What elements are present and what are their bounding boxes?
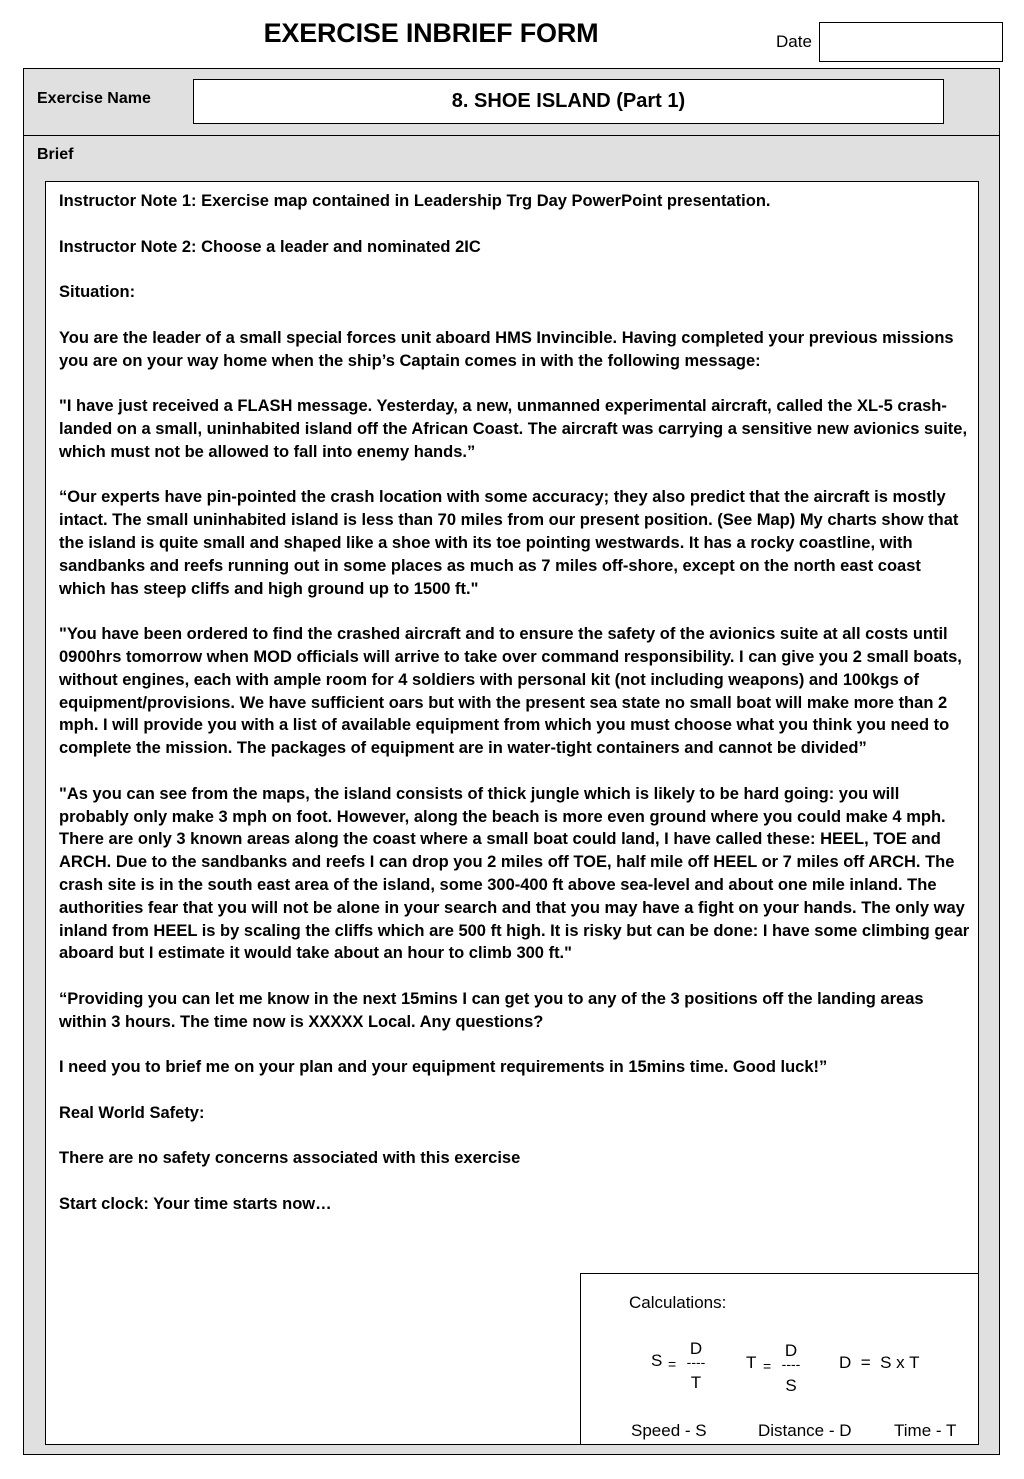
brief-request-paragraph: I need you to brief me on your plan and your equipment requirements in 15mins time. Good luck!” — [59, 1058, 828, 1077]
time-formula-numerator: D — [784, 1341, 798, 1360]
instructor-note-1: Instructor Note 1: Exercise map contained in Leadership Trg Day PowerPoint presentation. — [59, 192, 771, 210]
crash-location-paragraph: “Our experts have pin-pointed the crash location with some accuracy; they also predict that the aircraft is mostly intact. The small uninhabited island is less than 70 miles from our present position. (See Map) My charts show that the island is quite small and shaped like a shoe with its toe pointing westwards. It has a rocky coastline, with sandbanks and reefs running out in some places as much as 7 miles off-shore, except on the north east coast which has steep cliffs and high ground up to 1500 ft." — [59, 488, 959, 598]
speed-formula-numerator: D — [689, 1339, 703, 1358]
terrain-paragraph: "As you can see from the maps, the island consists of thick jungle which is likely to be hard going: you will probably only make 3 mph on foot. However, along the beach is more even ground where you could make 4 mph. There are only 3 known areas along the coast where a small boat could land, I have called these: HEEL, TOE and ARCH. Due to the sandbanks and reefs I can drop you 2 miles off TOE, half mile off HEEL or 7 miles off ARCH. The crash site is in the south east area of the island, some 300-400 ft above sea-level and about one mile inland. The authorities fear that you will not be alone in your search and that you may have a fight on your hands. The only way inland from HEEL is by scaling the cliffs which are 500 ft high. It is risky but can be done: I have some climbing gear aboard but I estimate it would take about an hour to climb 300 ft." — [59, 784, 970, 963]
legend-time: Time - T — [894, 1421, 957, 1440]
legend-distance: Distance - D — [758, 1421, 852, 1440]
brief-label: Brief — [37, 146, 74, 163]
orders-paragraph: "You have been ordered to find the crashed aircraft and to ensure the safety of the avionics suite at all costs until 0900hrs tomorrow when MOD officials will arrive to take over command responsibility. I can give you 2 small boats, without engines, each with ample room for 4 soldiers with personal kit (not including weapons) and 100kgs of equipment/provisions. We have sufficient oars but with the present sea state no small boat will make more than 2 mph. I will provide you with a list of available equipment from which you must choose what you think you need to complete the mission. The packages of equipment are in water-tight containers and cannot be divided” — [59, 625, 962, 758]
situation-heading: Situation: — [59, 283, 136, 302]
distance-formula: D = S x T — [839, 1353, 920, 1372]
timing-paragraph: “Providing you can let me know in the next 15mins I can get you to any of the 3 positions off the landing areas within 3 hours. The time now is XXXXX Local. Any questions? — [59, 989, 924, 1031]
start-clock-statement: Start clock: Your time starts now… — [59, 1195, 332, 1214]
date-label: Date — [776, 32, 812, 51]
legend-speed: Speed - S — [631, 1421, 707, 1440]
time-formula-lhs: T — [746, 1353, 757, 1372]
exercise-name-label: Exercise Name — [37, 90, 151, 107]
speed-formula-bar: ---- — [686, 1354, 706, 1370]
brief-content — [59, 190, 971, 1216]
form-title: EXERCISE INBRIEF FORM — [263, 18, 599, 48]
speed-formula-denominator: T — [690, 1373, 702, 1392]
section-divider — [23, 135, 1000, 136]
speed-formula-equals: = — [668, 1356, 677, 1372]
exercise-name-field[interactable]: 8. SHOE ISLAND (Part 1) — [193, 79, 944, 124]
time-formula-bar: ---- — [781, 1356, 801, 1372]
speed-formula-lhs: S — [651, 1351, 663, 1370]
situation-intro: You are the leader of a small special forces unit aboard HMS Invincible. Having completed your previous missions you are on your way home when the ship’s Captain comes in with the following message: — [59, 328, 954, 370]
instructor-note-2: Instructor Note 2: Choose a leader and nominated 2IC — [59, 237, 481, 256]
flash-message-paragraph: "I have just received a FLASH message. Yesterday, a new, unmanned experimental aircraft, called the XL-5 crash-landed on a small, uninhabited island off the African Coast. The aircraft was carrying a sensitive new avionics suite, which must not be allowed to fall into enemy hands.” — [59, 397, 968, 461]
time-formula-denominator: S — [785, 1376, 797, 1395]
safety-statement: There are no safety concerns associated with this exercise — [59, 1149, 521, 1168]
date-field[interactable] — [819, 22, 1003, 62]
time-formula-equals: = — [763, 1358, 772, 1374]
calculations-title: Calculations: — [629, 1293, 727, 1312]
safety-heading: Real World Safety: — [59, 1103, 205, 1122]
